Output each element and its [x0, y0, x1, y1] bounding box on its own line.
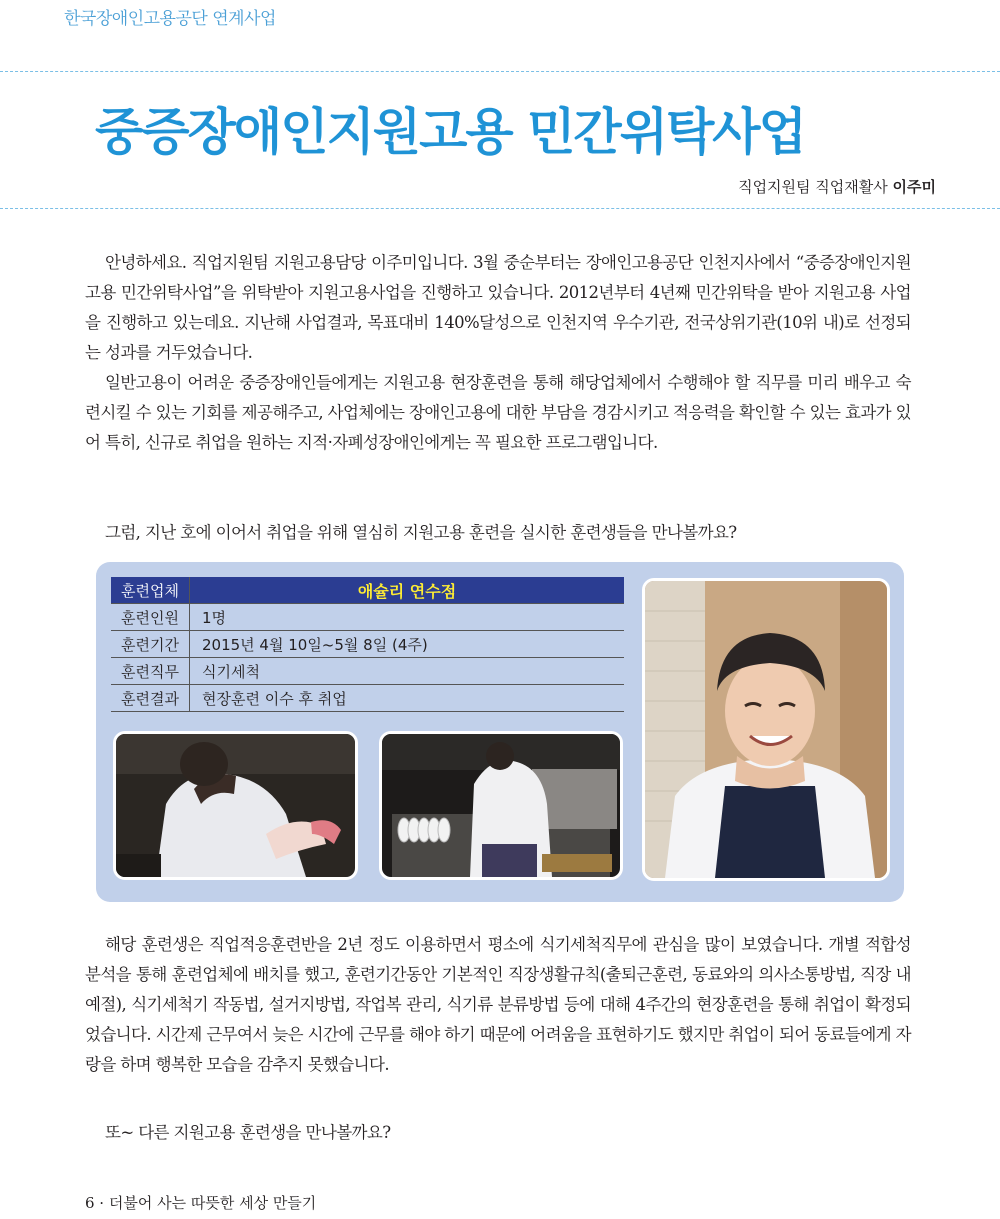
page-title: 중증장애인지원고용 민간위탁사업	[95, 103, 805, 161]
intro-paragraph: 안녕하세요. 직업지원팀 지원고용담당 이주미입니다. 3월 중순부터는 장애인고용공단 인천지사에서 “중증장애인지원고용 민간위탁사업”을 위탁받아 지원고용사업을 진행하고 있습니다. 2012년부터 4년째 민간위탁을 받아 지원고용 사업을 진행하고 있는데요. 지난해 사업결과, 목표대비 140%달성으로 인천지역 우수기관, 전국상위기관(10위 내)로 선정되는 성과를 거두었습니다.	[85, 253, 911, 362]
row-value: 2015년 4월 10일~5월 8일 (4주)	[190, 631, 625, 658]
photo-trainee-washing-image	[116, 734, 355, 877]
row-key: 훈련기간	[111, 631, 190, 658]
table-row	[111, 685, 624, 712]
row-key: 훈련결과	[111, 685, 190, 712]
photo-dishwashing-station	[379, 731, 623, 880]
table-row	[111, 658, 624, 685]
trainee-story-paragraph: 해당 훈련생은 직업적응훈련반을 2년 정도 이용하면서 평소에 식기세척직무에 관심을 많이 보였습니다. 개별 적합성 분석을 통해 훈련업체에 배치를 했고, 훈련기간동안 기본적인 직장생활규칙(출퇴근훈련, 동료와의 의사소통방법, 직장 내 예절), 식기세척기 작동법, 설거지방법, 작업복 관리, 식기류 분류방법 등에 대해 4주간의 현장훈련을 통해 취업이 확정되었습니다. 시간제 근무여서 늦은 시간에 근무를 해야 하기 때문에 어려움을 표현하기도 했지만 취업이 되어 동료들에게 자랑을 하며 행복한 모습을 감추지 못했습니다.	[85, 935, 911, 1074]
author-line	[738, 176, 936, 197]
section-label: 한국장애인고용공단 연계사업	[64, 9, 276, 29]
author-role: 직업지원팀 직업재활사	[738, 178, 893, 196]
row-key: 훈련인원	[111, 604, 190, 631]
row-key: 훈련업체	[111, 577, 190, 604]
photo-trainee-portrait	[642, 578, 890, 881]
table-row	[111, 577, 624, 604]
table-row	[111, 604, 624, 631]
top-divider	[0, 71, 1000, 72]
row-value: 애슐리 연수점	[190, 577, 625, 604]
table-row	[111, 631, 624, 658]
closing-paragraph: 또~ 다른 지원고용 훈련생을 만나볼까요?	[105, 1123, 391, 1142]
program-paragraph: 일반고용이 어려운 중증장애인들에게는 지원고용 현장훈련을 통해 해당업체에서 수행해야 할 직무를 미리 배우고 숙련시킬 수 있는 기회를 제공해주고, 사업체에는 장애인고용에 대한 부담을 경감시키고 적응력을 확인할 수 있는 효과가 있어 특히, 신규로 취업을 원하는 지적·자폐성장애인에게는 꼭 필요한 프로그램입니다.	[85, 373, 911, 452]
photo-dishwashing-station-image	[382, 734, 620, 877]
page-footer: 6 · 더불어 사는 따뜻한 세상 만들기	[85, 1194, 317, 1212]
row-value: 1명	[190, 604, 625, 631]
author-divider	[0, 208, 1000, 209]
lead-in-paragraph: 그럼, 지난 호에 이어서 취업을 위해 열심히 지원고용 훈련을 실시한 훈련생들을 만나볼까요?	[105, 523, 737, 542]
row-value: 식기세척	[190, 658, 625, 685]
row-key: 훈련직무	[111, 658, 190, 685]
author-name: 이주미	[892, 178, 936, 196]
training-info-table	[111, 577, 624, 712]
row-value: 현장훈련 이수 후 취업	[190, 685, 625, 712]
photo-trainee-portrait-image	[645, 581, 887, 878]
photo-trainee-washing	[113, 731, 358, 880]
